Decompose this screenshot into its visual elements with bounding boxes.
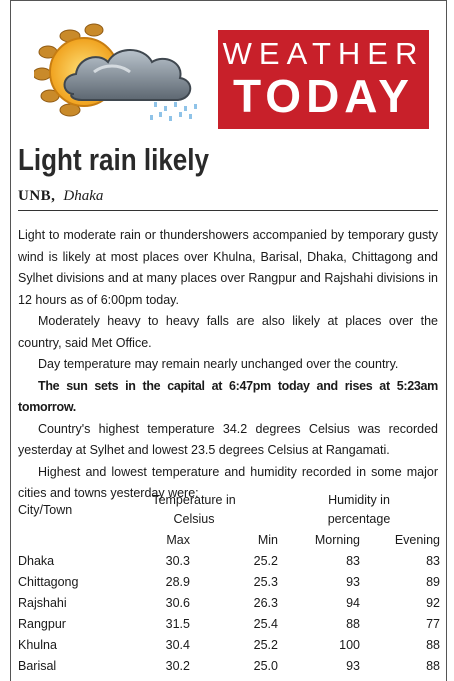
table-row xyxy=(18,613,440,634)
cell-max: 30.2 xyxy=(165,658,190,673)
cell-morning: 94 xyxy=(346,595,360,610)
cell-city: Rangpur xyxy=(18,616,66,631)
table-group-header xyxy=(18,491,440,529)
paragraph: Day temperature may remain nearly unchanged over the country. xyxy=(38,357,399,371)
column-group-temperature xyxy=(110,491,278,529)
byline-place: Dhaka xyxy=(63,188,104,204)
cell-min: 25.4 xyxy=(253,616,278,631)
column-header-min: Min xyxy=(257,532,278,547)
paragraph-sunset: The sun sets in the capital at 6:47pm today and rises at 5:23am tomorrow. xyxy=(18,378,438,414)
banner-word-today: TODAY xyxy=(233,70,414,122)
cell-evening: 92 xyxy=(426,595,440,610)
cell-max: 30.3 xyxy=(165,553,190,568)
column-header-max: Max xyxy=(166,532,190,547)
cell-min: 25.3 xyxy=(253,574,278,589)
paragraph: Country's highest temperature 34.2 degrees Celsius was recorded yesterday at Sylhet and lowest 23.5 degrees Celsius at Rangamati. xyxy=(18,421,438,457)
cell-morning: 93 xyxy=(346,658,360,673)
humidity-label-line1: Humidity in xyxy=(328,493,390,507)
cell-evening: 89 xyxy=(426,574,440,589)
column-group-humidity xyxy=(278,491,440,529)
column-header-city: City/Town xyxy=(18,503,73,517)
cell-min: 25.0 xyxy=(253,658,278,673)
table-subheader xyxy=(18,529,440,550)
banner-word-weather: WEATHER xyxy=(222,36,425,71)
cell-city: Khulna xyxy=(18,637,57,652)
table-row xyxy=(18,550,440,571)
cell-city: Dhaka xyxy=(18,553,55,568)
headline: Light rain likely xyxy=(18,142,210,177)
cell-city: Rajshahi xyxy=(18,595,67,610)
cell-morning: 100 xyxy=(339,637,360,652)
frame-left-border xyxy=(10,0,11,681)
cell-min: 25.2 xyxy=(253,553,278,568)
humidity-label-line2: percentage xyxy=(327,512,391,526)
weather-table xyxy=(18,491,440,676)
cell-city: Chittagong xyxy=(18,574,79,589)
cell-max: 28.9 xyxy=(165,574,190,589)
temperature-label-line1: Temperature in xyxy=(152,493,236,507)
byline-agency: UNB, xyxy=(18,188,56,204)
article-body xyxy=(18,225,438,505)
table-row xyxy=(18,634,440,655)
cell-max: 30.4 xyxy=(165,637,190,652)
cell-min: 25.2 xyxy=(253,637,278,652)
column-header-morning: Morning xyxy=(314,532,360,547)
cell-morning: 93 xyxy=(346,574,360,589)
cell-evening: 83 xyxy=(426,553,440,568)
cell-min: 26.3 xyxy=(253,595,278,610)
table-row xyxy=(18,592,440,613)
table-row xyxy=(18,571,440,592)
cell-morning: 88 xyxy=(346,616,360,631)
frame-top-border xyxy=(10,0,447,1)
byline-rule xyxy=(18,210,438,211)
paragraph: Highest and lowest temperature and humidity recorded in some major cities and towns yesterday were: xyxy=(18,464,438,500)
weather-today-banner xyxy=(218,30,429,129)
byline xyxy=(18,188,103,205)
temperature-label-line2: Celsius xyxy=(173,512,215,526)
paragraph: Moderately heavy to heavy falls are also likely at places over the country, said Met Office. xyxy=(18,314,438,350)
cell-max: 31.5 xyxy=(165,616,190,631)
cell-city: Barisal xyxy=(18,658,57,673)
table-row xyxy=(18,655,440,676)
sun-cloud-rain-icon xyxy=(34,22,224,122)
cell-max: 30.6 xyxy=(165,595,190,610)
cell-evening: 77 xyxy=(426,616,440,631)
paragraph: Light to moderate rain or thundershowers accompanied by temporary gusty wind is likely at most places over Khulna, Barisal, Dhaka, Chittagong and Sylhet divisions and at many places over Rangpur and Rajshahi divisions in 12 hours as of 6:00pm today. xyxy=(18,228,438,307)
cell-morning: 83 xyxy=(346,553,360,568)
cell-evening: 88 xyxy=(426,658,440,673)
column-header-evening: Evening xyxy=(394,532,440,547)
frame-right-border xyxy=(446,0,447,681)
cell-evening: 88 xyxy=(426,637,440,652)
